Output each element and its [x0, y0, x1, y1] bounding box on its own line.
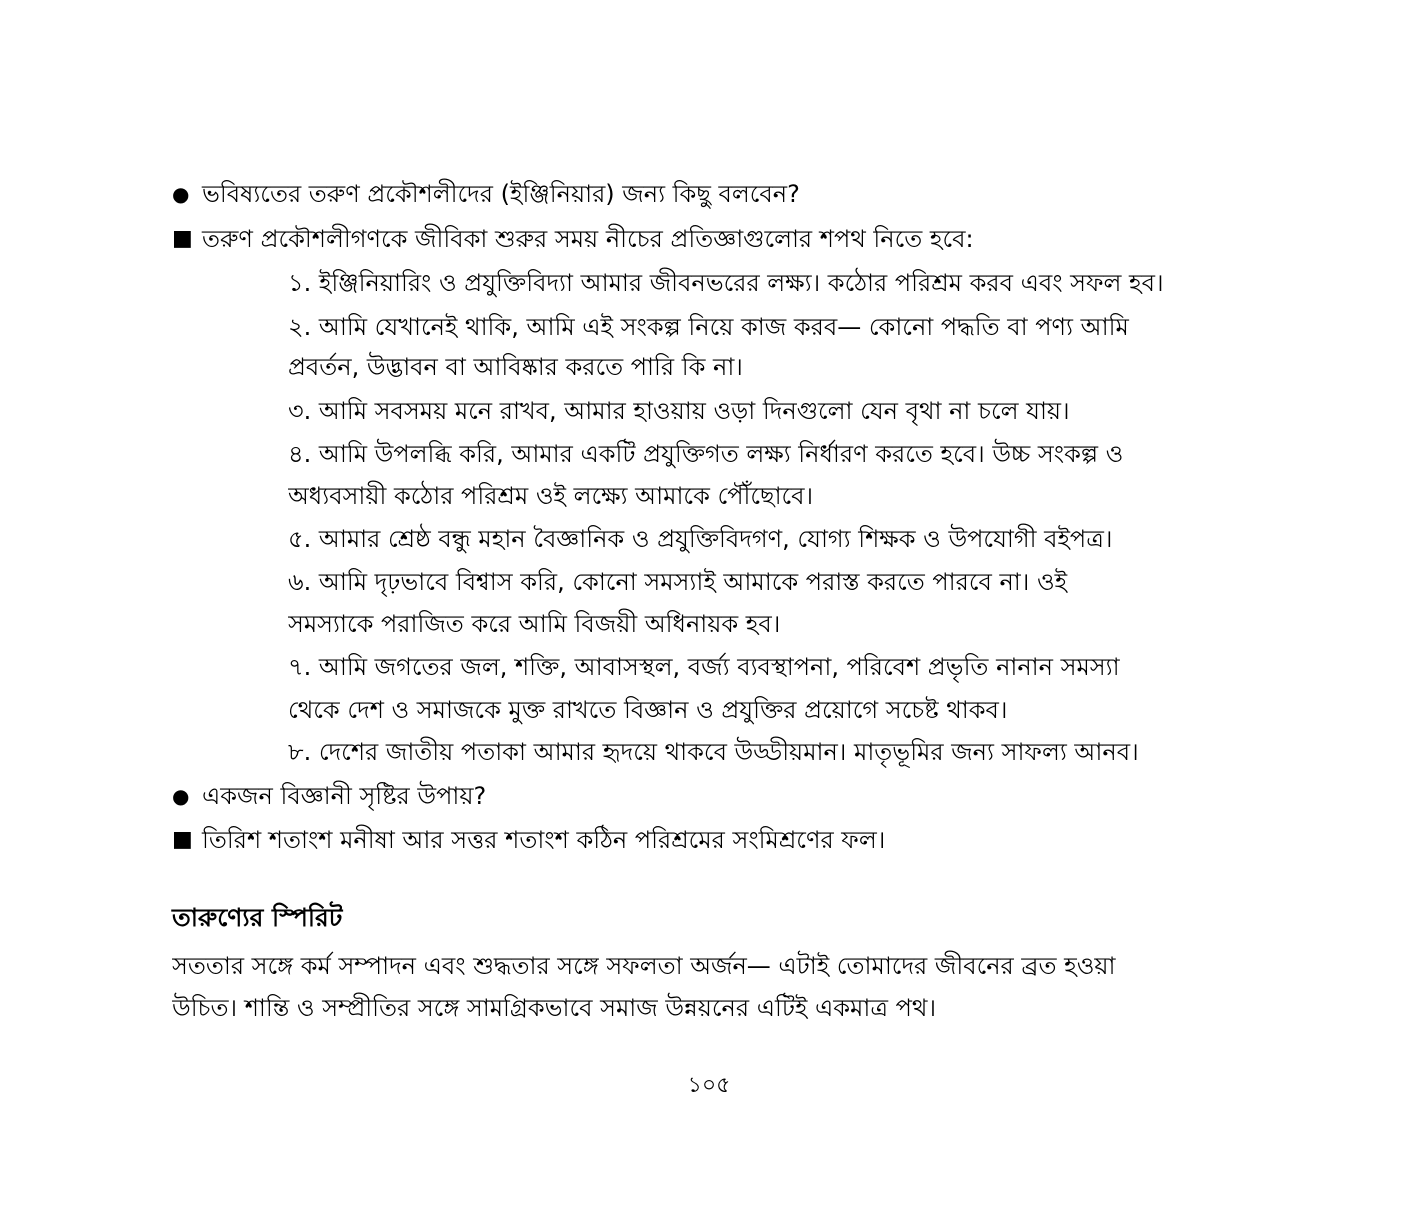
pledge-5: ৫. আমার শ্রেষ্ঠ বন্ধু মহান বৈজ্ঞানিক ও প্রযুক্তিবিদগণ, যোগ্য শিক্ষক ও উপযোগী বইপত্র। — [288, 525, 1113, 553]
pledge-3: ৩. আমি সবসময় মনে রাখব, আমার হাওয়ায় ওড়া দিনগুলো যেন বৃথা না চলে যায়। — [288, 397, 1070, 425]
pledge-7: ৭. আমি জগতের জল, শক্তি, আবাসস্থল, বর্জ্য ব্যবস্থাপনা, পরিবেশ প্রভৃতি নানান সমস্যা — [288, 653, 1120, 681]
question-2 — [172, 776, 1252, 816]
bullet-circle-icon: ● — [172, 182, 190, 206]
section-paragraph-line-2: উচিত। শান্তি ও সম্প্রীতির সঙ্গে সামগ্রিকভাবে সমাজ উন্নয়নের এটিই একমাত্র পথ। — [172, 994, 937, 1022]
pledge-2: ২. আমি যেখানেই থাকি, আমি এই সংকল্প নিয়ে কাজ করব— কোনো পদ্ধতি বা পণ্য আমি — [288, 313, 1129, 341]
pledge-8: ৮. দেশের জাতীয় পতাকা আমার হৃদয়ে থাকবে উড্ডীয়মান। মাতৃভূমির জন্য সাফল্য আনব। — [288, 738, 1139, 766]
question-1-text: ভবিষ্যতের তরুণ প্রকৌশলীদের (ইঞ্জিনিয়ার) জন্য কিছু বলবেন? — [202, 180, 800, 208]
question-2-text: একজন বিজ্ঞানী সৃষ্টির উপায়? — [202, 782, 487, 810]
bullet-square-icon: ■ — [172, 226, 193, 251]
pledge-4-continued: অধ্যবসায়ী কঠোর পরিশ্রম ওই লক্ষ্যে আমাকে পৌঁছোবে। — [288, 482, 814, 510]
section-heading: তারুণ্যের স্পিরিট — [172, 903, 343, 932]
pledge-6-continued: সমস্যাকে পরাজিত করে আমি বিজয়ী অধিনায়ক হব। — [288, 610, 781, 638]
answer-1 — [172, 219, 1252, 259]
answer-1-text: তরুণ প্রকৌশলীগণকে জীবিকা শুরুর সময় নীচের প্রতিজ্ঞাগুলোর শপথ নিতে হবে: — [202, 225, 974, 253]
page-number: ১০৫ — [687, 1073, 731, 1098]
question-1 — [172, 174, 1252, 214]
bullet-circle-icon: ● — [172, 784, 190, 808]
bullet-square-icon: ■ — [172, 827, 193, 852]
pledge-6: ৬. আমি দৃঢ়ভাবে বিশ্বাস করি, কোনো সমস্যাই আমাকে পরাস্ত করতে পারবে না। ওই — [288, 568, 1068, 596]
pledge-7-continued: থেকে দেশ ও সমাজকে মুক্ত রাখতে বিজ্ঞান ও প্রযুক্তির প্রয়োগে সচেষ্ট থাকব। — [288, 696, 1008, 724]
pledge-4: ৪. আমি উপলব্ধি করি, আমার একটি প্রযুক্তিগত লক্ষ্য নির্ধারণ করতে হবে। উচ্চ সংকল্প ও — [288, 440, 1124, 468]
answer-2 — [172, 820, 1252, 860]
pledge-2-continued: প্রবর্তন, উদ্ভাবন বা আবিষ্কার করতে পারি কি না। — [288, 353, 743, 381]
answer-2-text: তিরিশ শতাংশ মনীষা আর সত্তর শতাংশ কঠিন পরিশ্রমের সংমিশ্রণের ফল। — [202, 826, 886, 854]
pledge-1: ১. ইঞ্জিনিয়ারিং ও প্রযুক্তিবিদ্যা আমার জীবনভরের লক্ষ্য। কঠোর পরিশ্রম করব এবং সফল হব। — [288, 269, 1164, 297]
section-paragraph-line-1: সততার সঙ্গে কর্ম সম্পাদন এবং শুদ্ধতার সঙ্গে সফলতা অর্জন— এটাই তোমাদের জীবনের ব্রত হওয়া — [172, 952, 1116, 980]
